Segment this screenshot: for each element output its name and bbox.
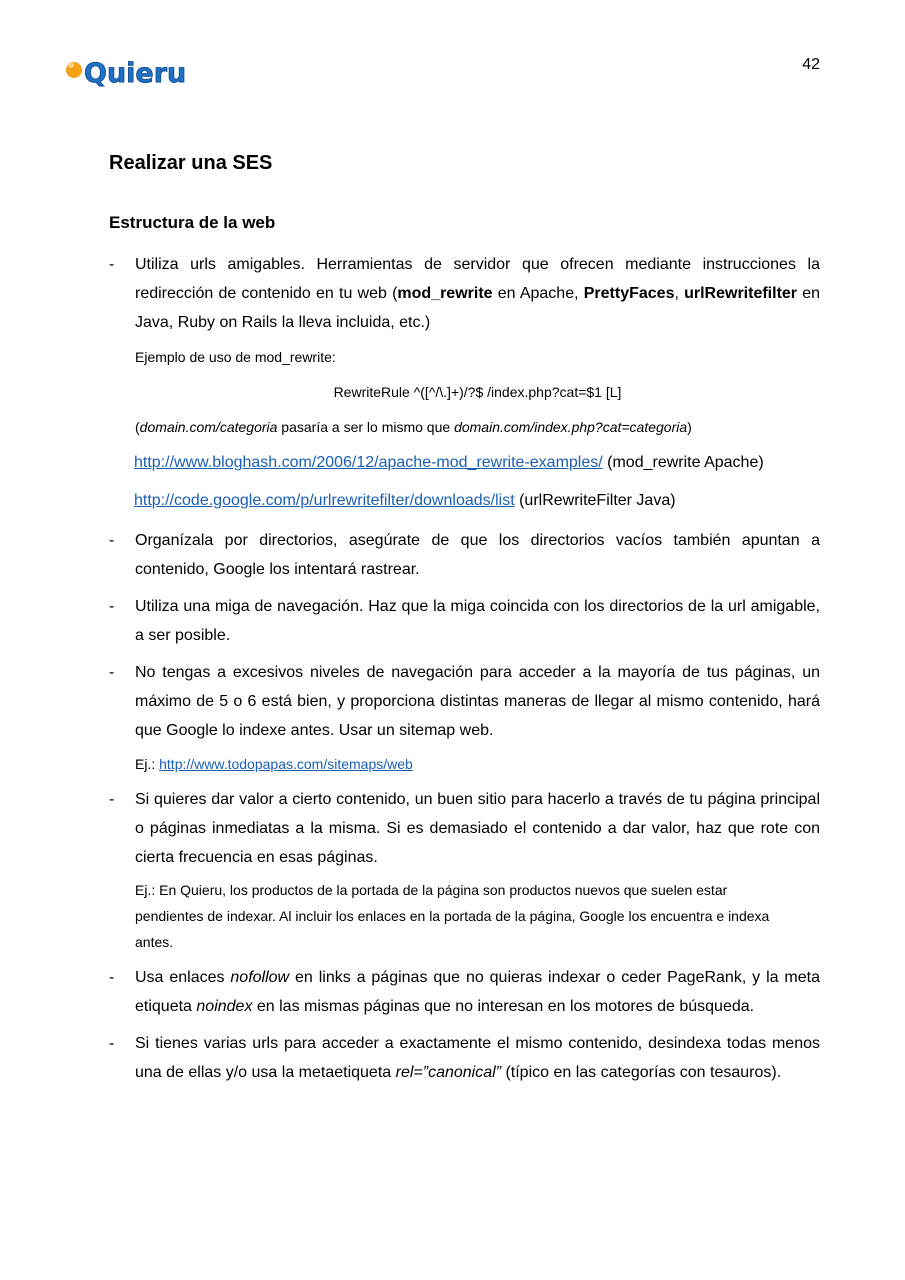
list-dash: - xyxy=(109,969,115,986)
link-line: http://code.google.com/p/urlrewritefilter/downloads/list (urlRewriteFilter Java) xyxy=(134,492,676,509)
list-dash: - xyxy=(109,532,115,549)
list-dash: - xyxy=(109,598,115,615)
list-dash: - xyxy=(109,791,115,808)
page-number: 42 xyxy=(802,56,820,73)
list-item: - Utiliza una miga de navegación. Haz que la miga coincida con los directorios de la url amigable, a ser posible. xyxy=(109,592,820,650)
page-title: Realizar una SES xyxy=(109,152,273,174)
link-line: http://www.bloghash.com/2006/12/apache-mod_rewrite-examples/ (mod_rewrite Apache) xyxy=(134,454,764,471)
logo-text: Quieru xyxy=(84,58,187,89)
example-explanation: (domain.com/categoria pasaría a ser lo mismo que domain.com/index.php?cat=categoria) xyxy=(135,419,692,435)
list-item: - Utiliza urls amigables. Herramientas de servidor que ofrecen mediante instrucciones la redirección de contenido en tu web (mod_rewrite en Apache, PrettyFaces, urlRewritefilter en Java, Ruby on Rails la lleva incluida, etc.) xyxy=(109,250,820,337)
list-item: - Si tienes varias urls para acceder a exactamente el mismo contenido, desindexa todas menos una de ellas y/o usa la metaetiqueta rel=”canonical” (típico en las categorías con tesauros). xyxy=(109,1029,820,1087)
code-example: RewriteRule ^([^/\.]+)/?$ /index.php?cat=$1 [L] xyxy=(333,384,622,400)
quieru-logo xyxy=(64,52,188,96)
section-heading: Estructura de la web xyxy=(109,213,276,232)
bloghash-link[interactable]: http://www.bloghash.com/2006/12/apache-mod_rewrite-examples/ xyxy=(134,454,603,471)
list-dash: - xyxy=(109,1035,115,1052)
list-dash: - xyxy=(109,256,115,273)
page-content xyxy=(109,148,820,1087)
list-item: - Organízala por directorios, asegúrate de que los directorios vacíos también apuntan a contenido, Google los intentará rastrear. xyxy=(109,526,820,584)
example-line: Ej.: http://www.todopapas.com/sitemaps/web xyxy=(135,756,413,772)
list-dash: - xyxy=(109,664,115,681)
example-label: Ejemplo de uso de mod_rewrite: xyxy=(135,349,336,365)
example-note: Ej.: En Quieru, los productos de la portada de la página son productos nuevos que suelen estar pendientes de indexar. Al incluir los enlaces en la portada de la página, Google los encuentra e indexa antes. xyxy=(135,882,770,950)
list-item: - Usa enlaces nofollow en links a páginas que no quieras indexar o ceder PageRank, y la meta etiqueta noindex en las mismas páginas que no interesan en los motores de búsqueda. xyxy=(109,963,820,1021)
urlrewritefilter-link[interactable]: http://code.google.com/p/urlrewritefilter/downloads/list xyxy=(134,492,515,509)
todopapas-sitemap-link[interactable]: http://www.todopapas.com/sitemaps/web xyxy=(159,756,413,772)
list-item: - Si quieres dar valor a cierto contenido, un buen sitio para hacerlo a través de tu página principal o páginas inmediatas a la misma. Si es demasiado el contenido a dar valor, haz que rote con cierta frecuencia en esas páginas. xyxy=(109,785,820,872)
list-item: - No tengas a excesivos niveles de navegación para acceder a la mayoría de tus páginas, un máximo de 5 o 6 está bien, y proporciona distintas maneras de llegar al mismo contenido, hará que Google lo indexe antes. Usar un sitemap web. xyxy=(109,658,820,745)
